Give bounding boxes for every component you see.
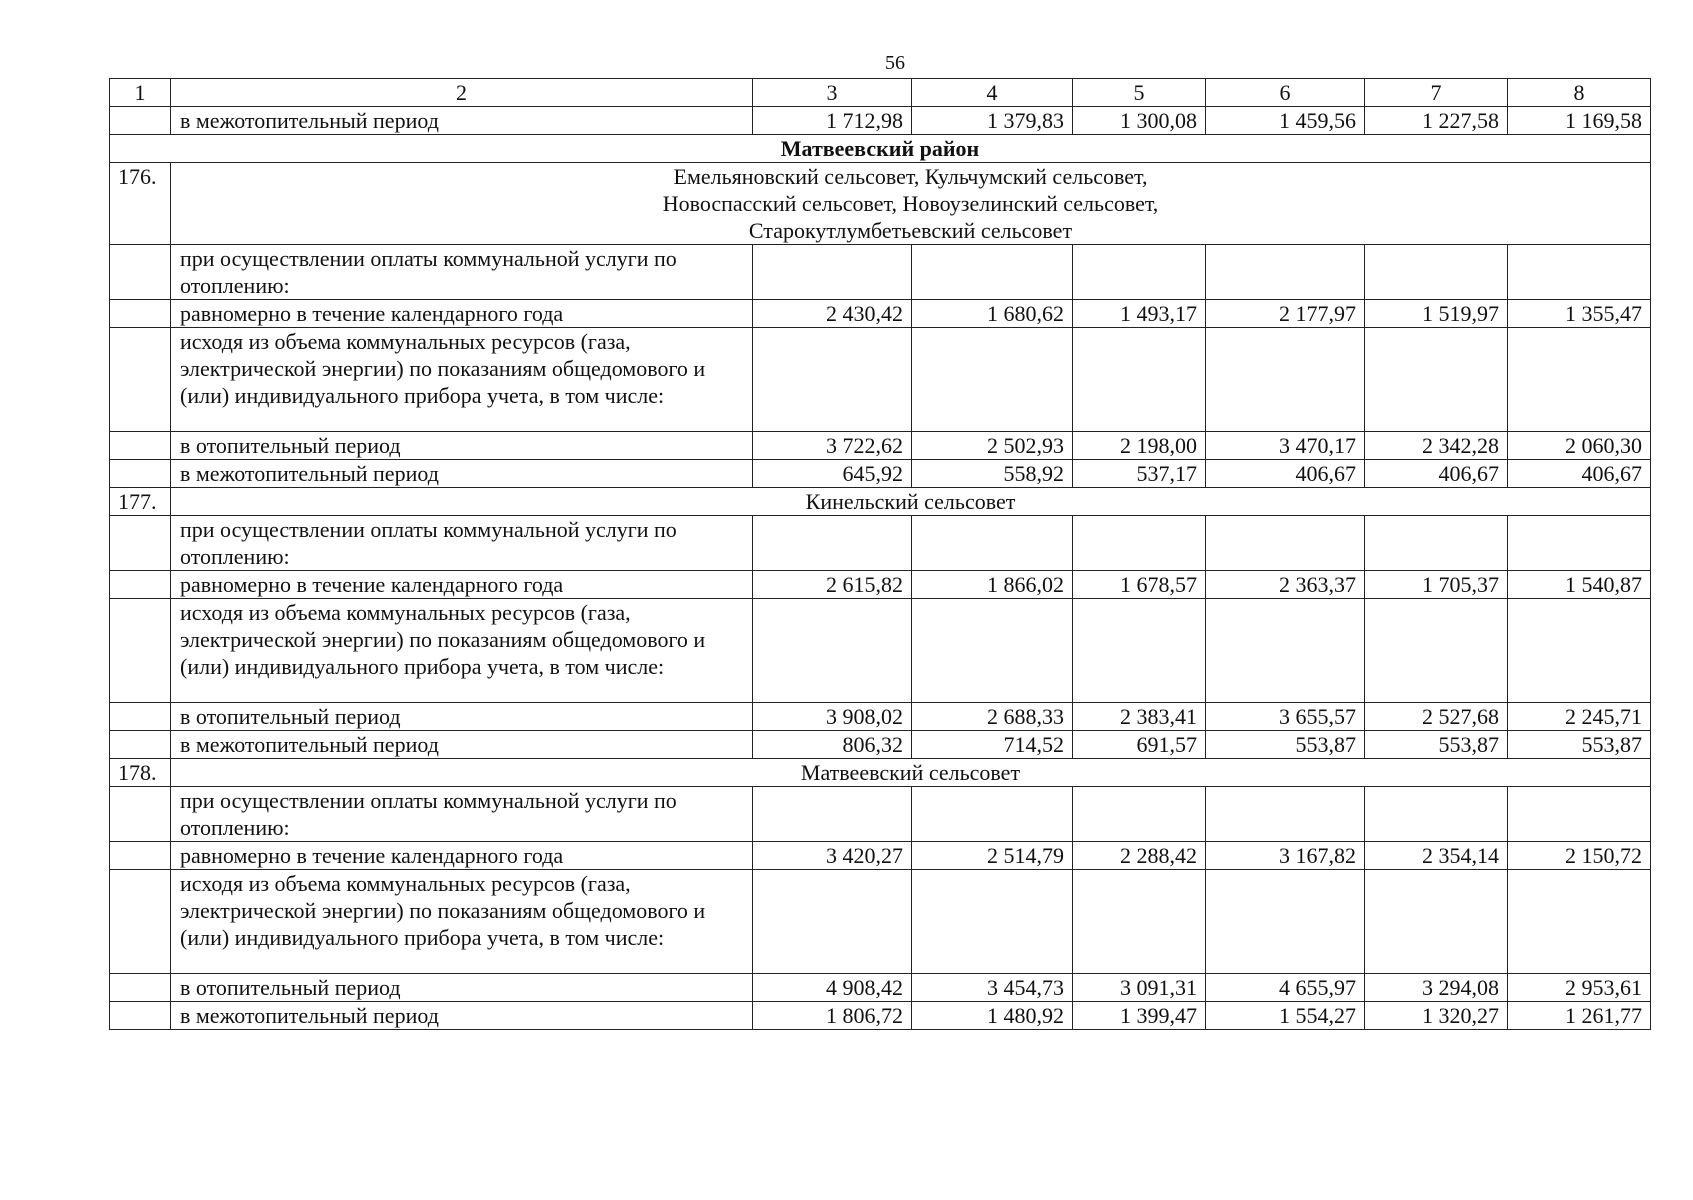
value-cell xyxy=(1508,870,1651,974)
table-row xyxy=(110,870,1651,974)
value-cell xyxy=(1073,328,1206,432)
row-index-cell xyxy=(110,974,171,1002)
value-cell: 691,57 xyxy=(1073,731,1206,759)
value-cell: 2 060,30 xyxy=(1508,432,1651,460)
value-cell xyxy=(753,599,912,703)
value-cell xyxy=(1073,516,1206,571)
value-cell: 2 354,14 xyxy=(1365,842,1508,870)
settlement-row xyxy=(110,759,1651,787)
value-cell xyxy=(1206,245,1365,300)
value-cell: 553,87 xyxy=(1206,731,1365,759)
row-index-cell xyxy=(110,842,171,870)
value-cell: 406,67 xyxy=(1206,460,1365,488)
value-cell xyxy=(1206,516,1365,571)
value-cell xyxy=(1365,870,1508,974)
value-cell: 1 678,57 xyxy=(1073,571,1206,599)
row-label: исходя из объема коммунальных ресурсов (газа, электрической энергии) по показаниям общедомового и (или) индивидуального прибора учета, в том числе: xyxy=(171,328,753,432)
row-label: при осуществлении оплаты коммунальной услуги по отоплению: xyxy=(171,787,753,842)
row-index-cell xyxy=(110,460,171,488)
value-cell: 2 953,61 xyxy=(1508,974,1651,1002)
row-label: при осуществлении оплаты коммунальной услуги по отоплению: xyxy=(171,245,753,300)
value-cell xyxy=(1365,599,1508,703)
row-label: равномерно в течение календарного года xyxy=(171,571,753,599)
section-number: 176. xyxy=(110,163,171,245)
value-cell: 406,67 xyxy=(1365,460,1508,488)
row-label: в межотопительный период xyxy=(171,107,753,135)
district-heading: Матвеевский район xyxy=(110,135,1651,163)
settlement-line: Новоспасский сельсовет, Новоузелинский сельсовет, xyxy=(662,191,1159,216)
table-row xyxy=(110,842,1651,870)
value-cell xyxy=(1073,245,1206,300)
value-cell: 558,92 xyxy=(912,460,1073,488)
column-header-7: 7 xyxy=(1365,79,1508,107)
row-index-cell xyxy=(110,300,171,328)
value-cell: 2 288,42 xyxy=(1073,842,1206,870)
row-label: исходя из объема коммунальных ресурсов (газа, электрической энергии) по показаниям общедомового и (или) индивидуального прибора учета, в том числе: xyxy=(171,599,753,703)
value-cell xyxy=(1073,787,1206,842)
value-cell: 1 712,98 xyxy=(753,107,912,135)
column-header-4: 4 xyxy=(912,79,1073,107)
table-row xyxy=(110,432,1651,460)
value-cell xyxy=(1508,245,1651,300)
row-index-cell xyxy=(110,599,171,703)
value-cell: 1 399,47 xyxy=(1073,1002,1206,1030)
value-cell xyxy=(1508,328,1651,432)
row-label: в отопительный период xyxy=(171,703,753,731)
settlement-name xyxy=(171,759,1651,787)
column-header-3: 3 xyxy=(753,79,912,107)
value-cell: 2 245,71 xyxy=(1508,703,1651,731)
settlement-line: Кинельский сельсовет xyxy=(805,489,1016,514)
value-cell xyxy=(912,599,1073,703)
value-cell: 1 227,58 xyxy=(1365,107,1508,135)
value-cell: 1 480,92 xyxy=(912,1002,1073,1030)
column-header-5: 5 xyxy=(1073,79,1206,107)
row-index-cell xyxy=(110,432,171,460)
value-cell: 1 540,87 xyxy=(1508,571,1651,599)
value-cell: 2 430,42 xyxy=(753,300,912,328)
value-cell: 3 470,17 xyxy=(1206,432,1365,460)
value-cell: 1 169,58 xyxy=(1508,107,1651,135)
settlement-row xyxy=(110,488,1651,516)
row-index-cell xyxy=(110,107,171,135)
value-cell: 553,87 xyxy=(1365,731,1508,759)
row-label: равномерно в течение календарного года xyxy=(171,300,753,328)
value-cell: 1 493,17 xyxy=(1073,300,1206,328)
tariff-table xyxy=(109,78,1651,1030)
value-cell xyxy=(753,245,912,300)
table-row xyxy=(110,787,1651,842)
value-cell: 1 866,02 xyxy=(912,571,1073,599)
value-cell: 3 655,57 xyxy=(1206,703,1365,731)
table-row xyxy=(110,516,1651,571)
value-cell: 1 379,83 xyxy=(912,107,1073,135)
value-cell xyxy=(912,245,1073,300)
value-cell: 714,52 xyxy=(912,731,1073,759)
value-cell: 3 420,27 xyxy=(753,842,912,870)
row-label: при осуществлении оплаты коммунальной услуги по отоплению: xyxy=(171,516,753,571)
table-row xyxy=(110,974,1651,1002)
value-cell: 1 261,77 xyxy=(1508,1002,1651,1030)
value-cell: 3 091,31 xyxy=(1073,974,1206,1002)
row-index-cell xyxy=(110,571,171,599)
value-cell: 645,92 xyxy=(753,460,912,488)
value-cell: 4 908,42 xyxy=(753,974,912,1002)
value-cell: 1 320,27 xyxy=(1365,1002,1508,1030)
value-cell: 3 167,82 xyxy=(1206,842,1365,870)
value-cell xyxy=(753,870,912,974)
value-cell xyxy=(1365,328,1508,432)
value-cell xyxy=(1206,787,1365,842)
value-cell: 537,17 xyxy=(1073,460,1206,488)
row-label: исходя из объема коммунальных ресурсов (газа, электрической энергии) по показаниям общедомового и (или) индивидуального прибора учета, в том числе: xyxy=(171,870,753,974)
row-label: в межотопительный период xyxy=(171,1002,753,1030)
value-cell: 3 908,02 xyxy=(753,703,912,731)
row-index-cell xyxy=(110,703,171,731)
value-cell xyxy=(912,870,1073,974)
value-cell: 2 688,33 xyxy=(912,703,1073,731)
value-cell: 2 342,28 xyxy=(1365,432,1508,460)
value-cell: 2 527,68 xyxy=(1365,703,1508,731)
settlement-row xyxy=(110,163,1651,245)
settlement-line: Старокутлумбетьевский сельсовет xyxy=(748,218,1073,243)
value-cell: 2 514,79 xyxy=(912,842,1073,870)
value-cell xyxy=(1365,245,1508,300)
table-row xyxy=(110,571,1651,599)
value-cell: 1 554,27 xyxy=(1206,1002,1365,1030)
value-cell: 3 722,62 xyxy=(753,432,912,460)
table-row xyxy=(110,245,1651,300)
value-cell: 1 680,62 xyxy=(912,300,1073,328)
table-row xyxy=(110,703,1651,731)
row-index-cell xyxy=(110,1002,171,1030)
table-row xyxy=(110,328,1651,432)
value-cell: 806,32 xyxy=(753,731,912,759)
value-cell xyxy=(1365,516,1508,571)
value-cell xyxy=(1508,599,1651,703)
value-cell xyxy=(753,787,912,842)
column-header-1: 1 xyxy=(110,79,171,107)
header-row xyxy=(110,79,1651,107)
value-cell: 1 459,56 xyxy=(1206,107,1365,135)
row-label: равномерно в течение календарного года xyxy=(171,842,753,870)
row-index-cell xyxy=(110,870,171,974)
value-cell: 2 177,97 xyxy=(1206,300,1365,328)
settlement-name xyxy=(171,488,1651,516)
value-cell xyxy=(1508,516,1651,571)
value-cell: 553,87 xyxy=(1508,731,1651,759)
table-row xyxy=(110,107,1651,135)
value-cell: 3 294,08 xyxy=(1365,974,1508,1002)
value-cell xyxy=(753,328,912,432)
value-cell: 1 705,37 xyxy=(1365,571,1508,599)
row-label: в межотопительный период xyxy=(171,460,753,488)
value-cell xyxy=(912,516,1073,571)
section-number: 178. xyxy=(110,759,171,787)
value-cell: 1 300,08 xyxy=(1073,107,1206,135)
value-cell: 3 454,73 xyxy=(912,974,1073,1002)
table-row xyxy=(110,300,1651,328)
table-row xyxy=(110,599,1651,703)
value-cell xyxy=(1206,870,1365,974)
row-index-cell xyxy=(110,731,171,759)
value-cell: 2 363,37 xyxy=(1206,571,1365,599)
value-cell: 2 502,93 xyxy=(912,432,1073,460)
value-cell: 1 519,97 xyxy=(1365,300,1508,328)
settlement-name xyxy=(171,163,1651,245)
row-label: в отопительный период xyxy=(171,432,753,460)
value-cell xyxy=(1073,599,1206,703)
table-row xyxy=(110,460,1651,488)
row-index-cell xyxy=(110,328,171,432)
row-label: в отопительный период xyxy=(171,974,753,1002)
row-index-cell xyxy=(110,787,171,842)
value-cell: 4 655,97 xyxy=(1206,974,1365,1002)
value-cell: 2 150,72 xyxy=(1508,842,1651,870)
column-header-2: 2 xyxy=(171,79,753,107)
value-cell: 1 806,72 xyxy=(753,1002,912,1030)
value-cell: 2 383,41 xyxy=(1073,703,1206,731)
row-index-cell xyxy=(110,516,171,571)
value-cell xyxy=(912,787,1073,842)
row-index-cell xyxy=(110,245,171,300)
value-cell: 406,67 xyxy=(1508,460,1651,488)
value-cell xyxy=(1508,787,1651,842)
value-cell xyxy=(1365,787,1508,842)
value-cell xyxy=(1206,328,1365,432)
table-row xyxy=(110,731,1651,759)
value-cell xyxy=(1073,870,1206,974)
value-cell: 2 198,00 xyxy=(1073,432,1206,460)
value-cell: 1 355,47 xyxy=(1508,300,1651,328)
column-header-6: 6 xyxy=(1206,79,1365,107)
table-row xyxy=(110,1002,1651,1030)
district-row xyxy=(110,135,1651,163)
page-number: 56 xyxy=(885,52,905,74)
value-cell: 2 615,82 xyxy=(753,571,912,599)
settlement-line: Матвеевский сельсовет xyxy=(800,760,1021,785)
section-number: 177. xyxy=(110,488,171,516)
value-cell xyxy=(1206,599,1365,703)
value-cell xyxy=(753,516,912,571)
value-cell xyxy=(912,328,1073,432)
settlement-line: Емельяновский сельсовет, Кульчумский сельсовет, xyxy=(673,164,1148,189)
row-label: в межотопительный период xyxy=(171,731,753,759)
column-header-8: 8 xyxy=(1508,79,1651,107)
